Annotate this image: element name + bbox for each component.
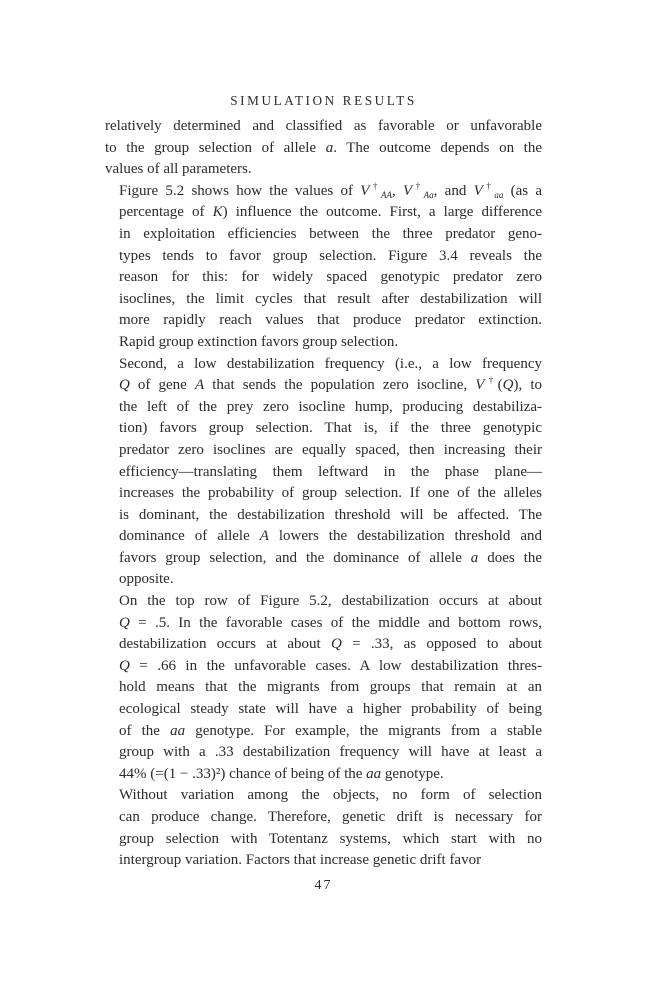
text-line: group selection with Totentanz systems, which start with no (119, 830, 542, 847)
text-line: more rapidly reach values that produce predator extinction. (119, 312, 542, 329)
text-line: percentage of K) influence the outcome. First, a large difference (119, 204, 542, 221)
text-line: reason for this: for widely spaced genotypic predator zero (119, 269, 542, 286)
text-line: dominance of allele A lowers the destabilization threshold and (119, 528, 542, 545)
text-line: efficiency—translating them leftward in the phase plane— (119, 463, 542, 480)
text-line: Q = .5. In the favorable cases of the middle and bottom rows, (119, 614, 542, 631)
text-line: Q of gene A that sends the population zero isocline, V†(Q), to (119, 375, 543, 394)
text-line: tion) favors group selection. That is, if the three genotypic (119, 420, 542, 437)
text-line: ecological steady state will have a higher probability of being (119, 701, 542, 718)
text-line: values of all parameters. (105, 161, 252, 178)
body-text (105, 116, 542, 872)
text-line: destabilization occurs at about Q = .33, as opposed to about (119, 636, 542, 653)
paragraph (105, 785, 542, 871)
text-line: isoclines, the limit cycles that result after destabilization will (119, 290, 542, 307)
text-line: hold means that the migrants from groups that remain at an (119, 679, 542, 696)
text-line: group with a .33 destabilization frequency will have at least a (119, 744, 542, 761)
text-line: Second, a low destabilization frequency (i.e., a low frequency (119, 355, 542, 372)
text-line: favors group selection, and the dominance of allele a does the (119, 549, 542, 566)
text-line: types tends to favor group selection. Figure 3.4 reveals the (119, 247, 542, 264)
paragraph (105, 354, 542, 592)
text-line: relatively determined and classified as favorable or unfavorable (105, 118, 542, 134)
text-line: Q = .66 in the unfavorable cases. A low destabilization thres- (119, 657, 542, 674)
text-line: the left of the prey zero isocline hump, producing destabiliza- (119, 398, 542, 415)
paragraph (105, 591, 542, 785)
text-line: Without variation among the objects, no form of selection (119, 787, 542, 804)
text-line: increases the probability of group selection. If one of the alleles (119, 485, 542, 502)
text-line: On the top row of Figure 5.2, destabilization occurs at about (119, 593, 542, 610)
text-line: opposite. (119, 571, 174, 588)
page-number: 47 (314, 877, 333, 893)
text-line: 44% (=(1 − .33)²) chance of being of the aa genotype. (119, 765, 444, 782)
book-page (105, 92, 542, 896)
paragraph (105, 181, 542, 354)
text-line: in exploitation efficiencies between the three predator geno- (119, 225, 542, 242)
text-line: is dominant, the destabilization threshold will be affected. The (119, 506, 542, 523)
paragraph (105, 116, 542, 181)
text-line: intergroup variation. Factors that increase genetic drift favor (119, 852, 482, 869)
text-line: predator zero isoclines are equally spaced, then increasing their (119, 441, 542, 458)
running-head: SIMULATION RESULTS (230, 93, 417, 108)
text-line: to the group selection of allele a. The outcome depends on the (105, 139, 542, 156)
text-line: can produce change. Therefore, genetic drift is necessary for (119, 809, 542, 825)
text-line: of the aa genotype. For example, the migrants from a stable (119, 722, 542, 739)
text-line: Rapid group extinction favors group selection. (119, 333, 399, 350)
text-line: Figure 5.2 shows how the values of $V^\dagger_{AA}$, $V^\dagger_{Aa}$, and $V^\dagger_{aa}$ (as a (119, 180, 542, 200)
